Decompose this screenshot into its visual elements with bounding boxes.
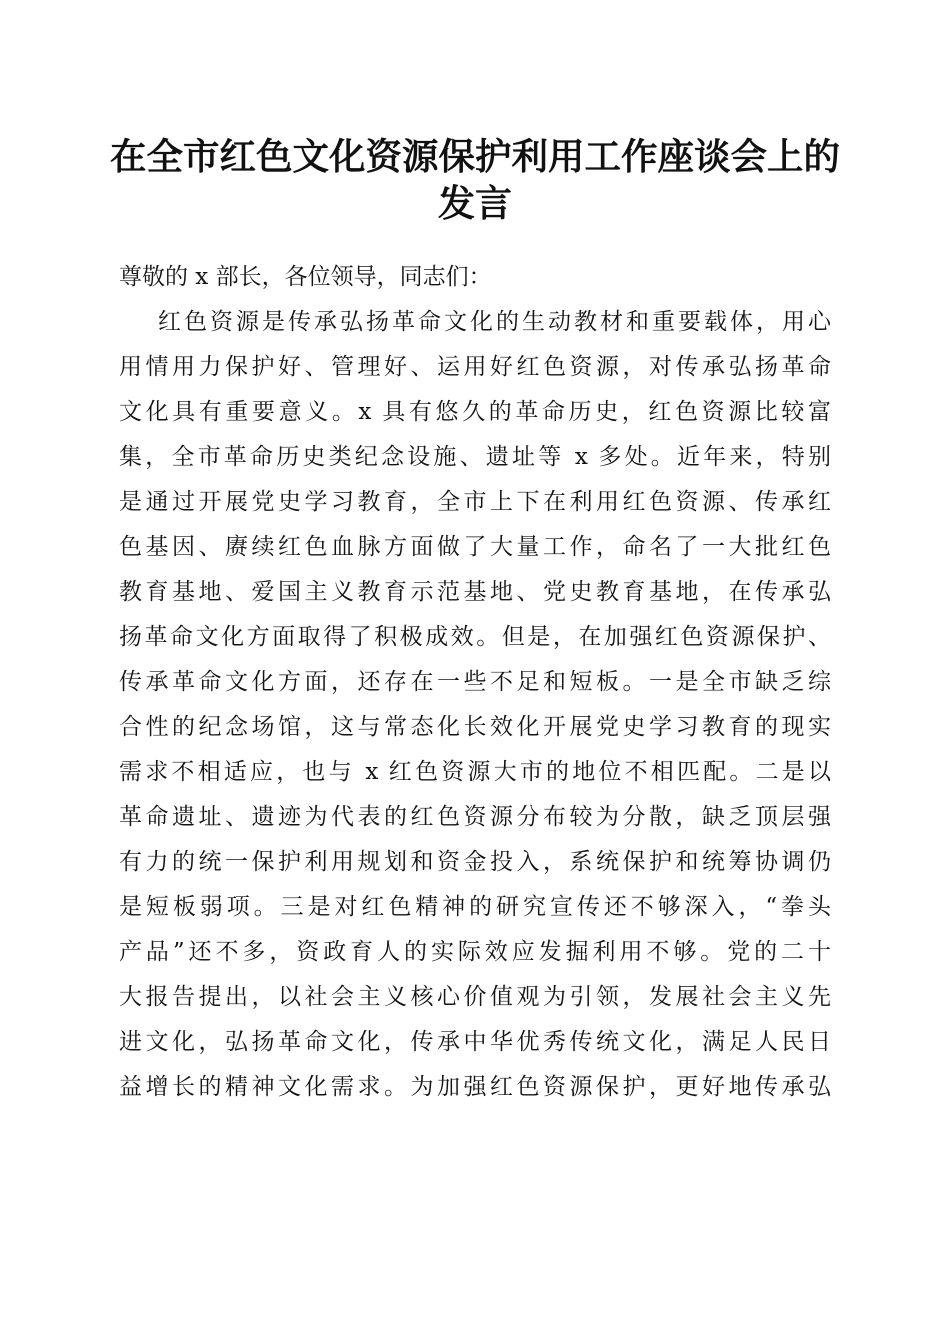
title-line-1: 在全市红色文化资源保护利用工作座谈会上的 — [110, 135, 840, 178]
document-title — [110, 134, 840, 226]
paragraph-line-13: 有力的统一保护利用规划和资金投入，系统保护和统筹协调仍 — [119, 849, 831, 875]
paragraph-line-17: 进文化，弘扬革命文化，传承中华优秀传统文化，满足人民日 — [119, 1029, 831, 1055]
paragraph-line-9: 传承革命文化方面，还存在一些不足和短板。一是全市缺乏综 — [119, 669, 831, 695]
paragraph-line-2: 用情用力保护好、管理好、运用好红色资源，对传承弘扬革命 — [119, 354, 831, 380]
paragraph-line-18: 益增长的精神文化需求。为加强红色资源保护，更好地传承弘 — [119, 1074, 831, 1100]
paragraph-line-15: 产品”还不多，资政育人的实际效应发掘利用不够。党的二十 — [119, 939, 831, 965]
paragraph-line-11: 需求不相适应，也与 x 红色资源大市的地位不相匹配。二是以 — [119, 759, 831, 785]
paragraph-line-3: 文化具有重要意义。x 具有悠久的革命历史，红色资源比较富 — [119, 399, 831, 425]
paragraph-line-16: 大报告提出，以社会主义核心价值观为引领，发展社会主义先 — [119, 984, 831, 1010]
paragraph-line-6: 色基因、赓续红色血脉方面做了大量工作，命名了一大批红色 — [119, 534, 831, 560]
paragraph-line-10: 合性的纪念场馆，这与常态化长效化开展党史学习教育的现实 — [119, 714, 831, 740]
paragraph-line-12: 革命遗址、遗迹为代表的红色资源分布较为分散，缺乏顶层强 — [119, 804, 831, 830]
paragraph-line-7: 教育基地、爱国主义教育示范基地、党史教育基地，在传承弘 — [119, 579, 831, 605]
paragraph-line-14: 是短板弱项。三是对红色精神的研究宣传还不够深入，“拳头 — [119, 894, 831, 920]
document-body — [119, 255, 831, 1110]
salutation: 尊敬的 x 部长，各位领导，同志们： — [119, 264, 492, 290]
paragraph-line-8: 扬革命文化方面取得了积极成效。但是，在加强红色资源保护、 — [119, 624, 831, 650]
title-line-2: 发言 — [438, 181, 512, 225]
paragraph-line-4: 集，全市革命历史类纪念设施、遗址等 x 多处。近年来，特别 — [119, 444, 831, 470]
paragraph-line-1: 红色资源是传承弘扬革命文化的生动教材和重要载体，用心 — [158, 309, 831, 335]
paragraph-line-5: 是通过开展党史学习教育，全市上下在利用红色资源、传承红 — [119, 489, 831, 515]
